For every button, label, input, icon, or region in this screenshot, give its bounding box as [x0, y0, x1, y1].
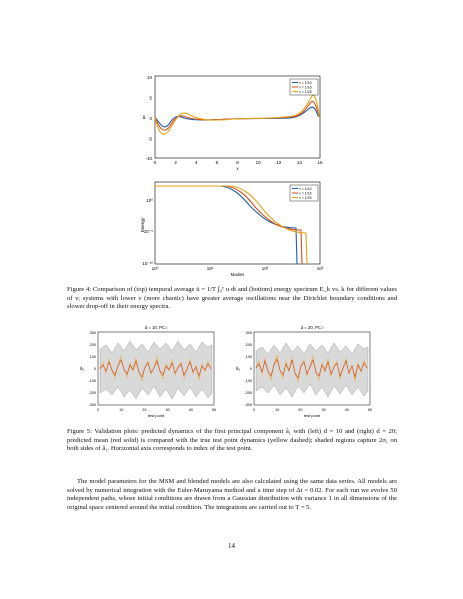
fig4-top-ytick: 5 — [149, 95, 152, 101]
fig4-top-curve-yellow — [155, 95, 320, 134]
fig5-right-ytick: 0 — [249, 367, 252, 371]
fig5-left-xtick: 50 — [211, 408, 217, 412]
fig4-bottom-plot — [140, 180, 340, 282]
fig5-right-xtick: 10 — [275, 408, 280, 412]
fig4-top-xtick: 6 — [215, 160, 219, 165]
fig4-bottom-ytick: 10⁻¹⁰ — [142, 261, 153, 266]
fig5-caption: Figure 5: Validation plots: predicted dynamics of the first principal component â₁ with (left) d = 10 and (right) d = 20; predicted mean (red solid) is compared with the true test point dynamics (yellow dashed); shaded regions capture 2σ₁ on both sides of â₁. Horizontal axis corresponds to index of the test point. — [67, 428, 397, 453]
fig4-top-ylabel: ū — [142, 115, 146, 121]
fig4-top-xtick: 4 — [195, 160, 198, 165]
fig5-left-title: d = 10, PC i — [144, 325, 168, 330]
fig5-left-ylabel: â₁ — [79, 366, 85, 371]
fig4-bottom-curve-blue — [155, 186, 297, 264]
fig5-right-xtick: 50 — [367, 408, 373, 412]
fig5-right-xtick: 40 — [344, 408, 349, 412]
fig5-left-ytick: 100 — [89, 355, 96, 359]
fig5-left-ytick: -300 — [88, 403, 96, 407]
fig5-left-xtick: 0 — [96, 408, 100, 412]
fig4-bottom-legend-item: ν = 1/10 — [299, 187, 312, 191]
fig4-bottom-xtick: 10¹ — [206, 266, 214, 271]
fig5-left-ytick: 0 — [93, 367, 96, 371]
fig4-top-ytick: 0 — [149, 116, 152, 121]
fig5-left-xtick: 40 — [188, 408, 193, 412]
fig5-right-xtick: 20 — [298, 408, 303, 412]
fig4-bottom-ytick: 10⁰ — [146, 198, 153, 203]
fig5-left-ytick: 300 — [89, 331, 96, 335]
fig4-top-xtick: 2 — [174, 160, 177, 165]
fig4-top-curve-blue — [155, 107, 320, 127]
fig5-right-plot — [232, 323, 386, 419]
fig5-right-xtick: 30 — [321, 408, 326, 412]
fig4-bottom-ytick: 10⁻⁵ — [143, 229, 153, 234]
fig4-caption: Figure 4: Comparison of (top) temporal average ū = 1/T ∫₀ᵀ u dt and (bottom) energy spectrum E_k vs. k for different values of ν; systems with lower ν (more chaotic) have greater average oscillations near the Dirichlet boundary conditions and slower drop-off in their energy spectra. — [67, 286, 397, 311]
fig4-bottom-xlabel: Modes — [230, 272, 245, 277]
fig5-right-title: d = 20, PC i — [300, 325, 324, 330]
fig4-top-xtick: 14 — [296, 160, 302, 165]
fig5-right-ytick: -200 — [244, 391, 252, 395]
fig5-right-xlabel: test point — [303, 413, 321, 418]
fig5-right-ytick: -100 — [244, 379, 252, 383]
fig4-bottom-xtick: 10³ — [316, 266, 324, 271]
fig4-bottom-xtick: 10⁰ — [151, 266, 159, 271]
fig4-top-xlabel: x — [236, 166, 239, 171]
fig5-right-ytick: 200 — [245, 343, 252, 347]
fig5-left-xtick: 20 — [142, 408, 147, 412]
fig4-top-ytick: -10 — [145, 156, 152, 161]
fig4-top-xtick: 16 — [317, 160, 323, 165]
fig4-top-legend-item: ν = 1/16 — [299, 85, 312, 90]
fig4-bottom-legend-item: ν = 1/25 — [299, 196, 312, 200]
fig4-bottom-xtick: 10² — [261, 266, 269, 271]
fig5-right-ytick: 100 — [245, 355, 252, 359]
fig4-bottom-ylabel: Energy — [140, 217, 145, 233]
fig5-right-ylabel: â₁ — [235, 366, 241, 371]
page-number: 14 — [228, 542, 235, 550]
fig5-left-xtick: 30 — [165, 408, 170, 412]
fig4-top-legend-item: ν = 1/25 — [299, 90, 312, 94]
body-paragraph: The model parameters for the MSM and blended models are also calculated using the same data series. All models are solved by numerical integration with the Euler-Maruyama method and a time step of Δt = 0.02. For each run we evolve 50 independent paths, whose initial conditions are drawn from a Gaussian distribution with variance 1 in all dimensions of the original space centered around the initial condition. The integrations are carried out to T = 5. — [67, 478, 397, 511]
fig4-bottom-curve-yellow — [155, 186, 307, 264]
fig5-right-ytick: 300 — [245, 331, 252, 335]
fig4-top-xtick: 10 — [255, 160, 261, 165]
fig5-left-ytick: 200 — [89, 343, 96, 347]
fig5-left-ytick: -100 — [88, 379, 96, 383]
fig5-left-xtick: 10 — [119, 408, 124, 412]
fig4-top-xtick: 12 — [276, 160, 282, 165]
fig5-left-plot — [76, 323, 230, 419]
fig5-left-xlabel: test point — [147, 413, 165, 418]
fig5-right-xtick: 0 — [252, 408, 256, 412]
fig5-left-ytick: -200 — [88, 391, 96, 395]
fig4-bottom-legend-item: ν = 1/16 — [299, 191, 312, 196]
fig5-right-ytick: -300 — [244, 403, 252, 407]
fig4-top-xtick: 8 — [236, 160, 239, 165]
fig4-top-legend-item: ν = 1/10 — [299, 81, 312, 85]
fig4-top-ytick: -5 — [147, 136, 152, 142]
fig4-top-plot — [140, 74, 340, 180]
fig4-top-ytick: 10 — [146, 75, 152, 80]
fig4-top-xtick: 0 — [153, 160, 157, 165]
